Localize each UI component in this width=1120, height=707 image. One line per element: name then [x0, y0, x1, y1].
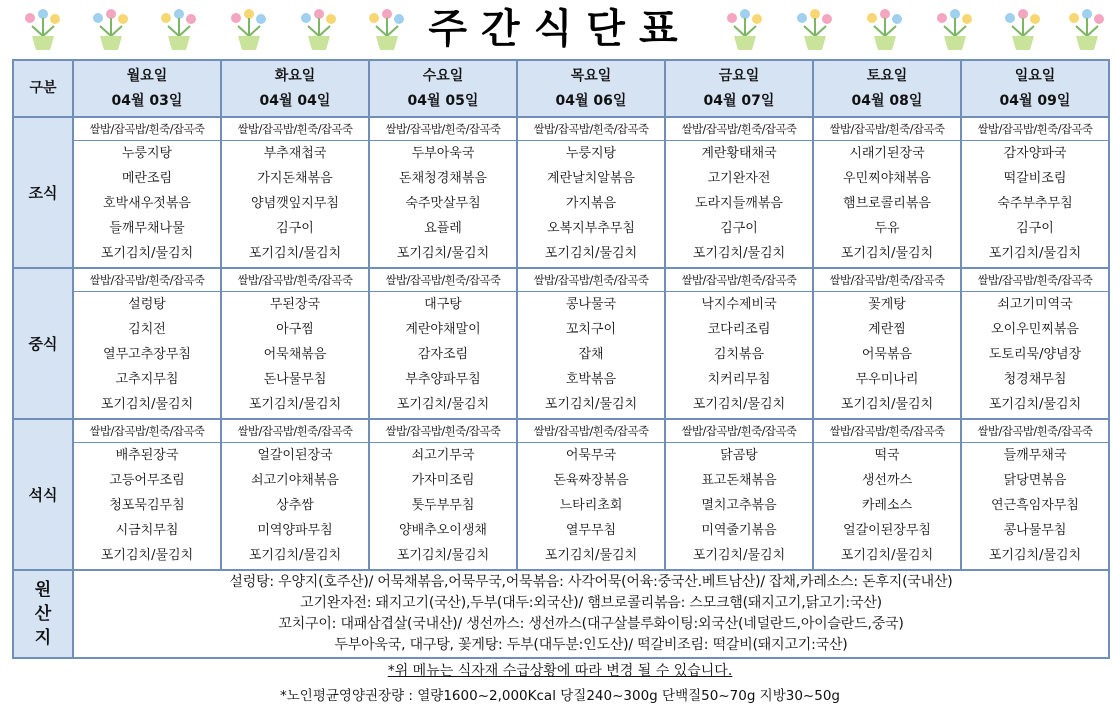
day-date: 04월 03일: [111, 92, 183, 109]
menu-item: 포기김치/물김치: [840, 397, 934, 412]
origin-line: 꼬치구이: 대패삼겹살(국내산)/ 생선까스: 생선까스(대구살블루화이팅:외국산(네덜란드,아이슬란드,중국): [278, 616, 904, 632]
menu-item: 포기김치/물김치: [100, 246, 194, 261]
menu-item: 오복지부추무침: [547, 221, 635, 236]
menu-cell: [961, 268, 1109, 419]
flower-pot-icon: [792, 6, 838, 54]
menu-item: 숙주부추무침: [997, 196, 1073, 211]
day-header: [369, 60, 517, 117]
menu-item: 청포묵김무침: [109, 498, 185, 513]
menu-cell: [961, 117, 1109, 268]
menu-cell: [813, 268, 961, 419]
menu-item: 꽃게탕: [868, 297, 906, 312]
menu-item: 설렁탕: [128, 297, 166, 312]
menu-cell: [73, 268, 221, 419]
change-notice: *위 메뉴는 식자재 수급상황에 따라 변경 될 수 있습니다.: [387, 663, 733, 679]
menu-item: 감자양파국: [1003, 146, 1067, 161]
origin-label-char: 지: [34, 628, 52, 648]
menu-item: 요플레: [424, 221, 462, 236]
menu-item: 열무무침: [565, 523, 617, 538]
staple-options: 쌀밥/잡곡밥/흰죽/잡곡죽: [666, 269, 812, 292]
menu-item: 계란야채말이: [405, 322, 481, 337]
menu-item: 도라지들깨볶음: [695, 196, 783, 211]
flower-pot-icon: [156, 6, 202, 54]
menu-item: 들깨무채국: [1003, 448, 1067, 463]
staple-options: 쌀밥/잡곡밥/흰죽/잡곡죽: [814, 118, 960, 141]
menu-item: 계란날치알볶음: [547, 171, 635, 186]
menu-item: 시래기된장국: [849, 146, 925, 161]
origin-line: 설렁탕: 우양지(호주산)/ 어묵채볶음,어묵무국,어묵볶음: 사각어묵(어육:중국산.베트남산)/ 잡채,카레소스: 돈후지(국내산): [229, 574, 953, 590]
day-name: 화요일: [274, 67, 316, 84]
menu-item: 열무고추장무침: [103, 347, 191, 362]
menu-item: 감자조림: [417, 347, 469, 362]
menu-cell: [813, 419, 961, 570]
day-header: [665, 60, 813, 117]
menu-item: 누룽지탕: [121, 146, 173, 161]
staple-options: 쌀밥/잡곡밥/흰죽/잡곡죽: [222, 420, 368, 443]
menu-item: 포기김치/물김치: [544, 397, 638, 412]
menu-item: 포기김치/물김치: [692, 548, 786, 563]
page-title: 주간식단표: [428, 6, 692, 52]
staple-options: 쌀밥/잡곡밥/흰죽/잡곡죽: [814, 269, 960, 292]
menu-cell: [369, 419, 517, 570]
meal-label: 중식: [13, 268, 73, 419]
menu-item: 배추된장국: [115, 448, 179, 463]
menu-item: 포기김치/물김치: [248, 548, 342, 563]
menu-item: 양념깻잎지무침: [251, 196, 339, 211]
day-date: 04월 07일: [703, 92, 775, 109]
menu-cell: [73, 419, 221, 570]
staple-options: 쌀밥/잡곡밥/흰죽/잡곡죽: [666, 118, 812, 141]
menu-item: 가자미조림: [411, 473, 475, 488]
flower-pot-icon: [20, 6, 66, 54]
staple-options: 쌀밥/잡곡밥/흰죽/잡곡죽: [370, 118, 516, 141]
menu-item: 어묵무국: [565, 448, 617, 463]
menu-cell: [665, 117, 813, 268]
flower-pot-icon: [226, 6, 272, 54]
menu-item: 돈육짜장볶음: [553, 473, 629, 488]
menu-item: 얼갈이된장국: [257, 448, 333, 463]
day-name: 일요일: [1014, 67, 1056, 84]
menu-item: 포기김치/물김치: [100, 548, 194, 563]
staple-options: 쌀밥/잡곡밥/흰죽/잡곡죽: [962, 118, 1108, 141]
staple-options: 쌀밥/잡곡밥/흰죽/잡곡죽: [222, 118, 368, 141]
menu-cell: [517, 117, 665, 268]
origin-label-char: 원: [34, 580, 52, 600]
day-name: 금요일: [718, 67, 760, 84]
menu-item: 느타리초회: [559, 498, 623, 513]
menu-cell: [73, 117, 221, 268]
menu-item: 쇠고기미역국: [997, 297, 1073, 312]
weekly-menu-table: [12, 59, 1110, 659]
menu-item: 포기김치/물김치: [544, 548, 638, 563]
menu-cell: [369, 117, 517, 268]
menu-item: 떡갈비조림: [1003, 171, 1067, 186]
menu-item: 고추지무침: [115, 372, 179, 387]
menu-item: 계란찜: [868, 322, 906, 337]
menu-item: 두부아욱국: [411, 146, 475, 161]
day-header: [221, 60, 369, 117]
menu-item: 미역양파무침: [257, 523, 333, 538]
menu-item: 콩나물무침: [1003, 523, 1067, 538]
menu-item: 도토리묵/양념장: [988, 347, 1082, 362]
menu-item: 청경채무침: [1003, 372, 1067, 387]
menu-item: 포기김치/물김치: [396, 246, 490, 261]
menu-cell: [813, 117, 961, 268]
staple-options: 쌀밥/잡곡밥/흰죽/잡곡죽: [518, 118, 664, 141]
menu-item: 포기김치/물김치: [840, 246, 934, 261]
menu-item: 부추재첩국: [263, 146, 327, 161]
menu-item: 꼬치구이: [565, 322, 617, 337]
day-header: [813, 60, 961, 117]
menu-item: 돈채청경채볶음: [399, 171, 487, 186]
staple-options: 쌀밥/잡곡밥/흰죽/잡곡죽: [370, 420, 516, 443]
menu-item: 멸치고추볶음: [701, 498, 777, 513]
menu-item: 낙지수제비국: [701, 297, 777, 312]
menu-item: 닭당면볶음: [1003, 473, 1067, 488]
staple-options: 쌀밥/잡곡밥/흰죽/잡곡죽: [518, 269, 664, 292]
menu-item: 포기김치/물김치: [100, 397, 194, 412]
flower-pot-icon: [932, 6, 978, 54]
menu-item: 김구이: [720, 221, 758, 236]
menu-item: 돈나물무침: [263, 372, 327, 387]
menu-item: 치커리무침: [707, 372, 771, 387]
day-header: [961, 60, 1109, 117]
menu-cell: [665, 419, 813, 570]
menu-item: 아구찜: [276, 322, 314, 337]
flower-pot-icon: [296, 6, 342, 54]
staple-options: 쌀밥/잡곡밥/흰죽/잡곡죽: [370, 269, 516, 292]
flower-pot-icon: [722, 6, 768, 54]
menu-item: 표고돈채볶음: [701, 473, 777, 488]
menu-item: 계란황태채국: [701, 146, 777, 161]
flower-pot-icon: [862, 6, 908, 54]
staple-options: 쌀밥/잡곡밥/흰죽/잡곡죽: [814, 420, 960, 443]
day-name: 월요일: [126, 67, 168, 84]
origin-row: [13, 570, 1109, 658]
menu-item: 무우미나리: [855, 372, 919, 387]
menu-cell: [665, 268, 813, 419]
menu-item: 들깨무채나물: [109, 221, 185, 236]
menu-item: 호박새우젓볶음: [103, 196, 191, 211]
menu-item: 어묵볶음: [861, 347, 913, 362]
menu-item: 톳두부무침: [411, 498, 475, 513]
menu-item: 대구탕: [424, 297, 462, 312]
flower-pot-icon: [88, 6, 134, 54]
menu-item: 두유: [874, 221, 900, 236]
menu-item: 햄브로콜리볶음: [843, 196, 931, 211]
menu-item: 포기김치/물김치: [248, 246, 342, 261]
day-name: 토요일: [866, 67, 908, 84]
staple-options: 쌀밥/잡곡밥/흰죽/잡곡죽: [74, 269, 220, 292]
day-name: 목요일: [570, 67, 612, 84]
staple-options: 쌀밥/잡곡밥/흰죽/잡곡죽: [962, 269, 1108, 292]
meal-row: [13, 268, 1109, 419]
day-date: 04월 04일: [259, 92, 331, 109]
menu-cell: [517, 268, 665, 419]
staple-options: 쌀밥/잡곡밥/흰죽/잡곡죽: [666, 420, 812, 443]
page-header: [0, 0, 1120, 58]
menu-item: 부추양파무침: [405, 372, 481, 387]
menu-cell: [221, 268, 369, 419]
menu-item: 포기김치/물김치: [692, 246, 786, 261]
menu-item: 포기김치/물김치: [692, 397, 786, 412]
menu-item: 포기김치/물김치: [248, 397, 342, 412]
menu-item: 고등어무조림: [109, 473, 185, 488]
origin-info: [73, 570, 1109, 658]
menu-item: 김치전: [128, 322, 166, 337]
meal-label: 석식: [13, 419, 73, 570]
menu-item: 쇠고기무국: [411, 448, 475, 463]
corner-label: 구분: [13, 60, 73, 117]
meal-label: 조식: [13, 117, 73, 268]
menu-cell: [369, 268, 517, 419]
day-header: [517, 60, 665, 117]
menu-item: 고기완자전: [707, 171, 771, 186]
menu-item: 콩나물국: [565, 297, 617, 312]
menu-item: 포기김치/물김치: [988, 397, 1082, 412]
menu-item: 연근흑임자무침: [991, 498, 1079, 513]
menu-item: 숙주맛살무침: [405, 196, 481, 211]
menu-cell: [517, 419, 665, 570]
menu-item: 포기김치/물김치: [396, 397, 490, 412]
nutrition-guideline: *노인평균영양권장량 : 열량1600~2,000Kcal 당질240~300g 단백질50~70g 지방30~50g: [280, 688, 840, 704]
menu-item: 김치볶음: [713, 347, 765, 362]
meal-row: [13, 117, 1109, 268]
menu-item: 미역줄기볶음: [701, 523, 777, 538]
menu-item: 카레소스: [861, 498, 913, 513]
origin-label: [13, 570, 73, 658]
menu-item: 잡채: [578, 347, 604, 362]
menu-item: 포기김치/물김치: [988, 548, 1082, 563]
day-date: 04월 06일: [555, 92, 627, 109]
menu-cell: [221, 419, 369, 570]
day-name: 수요일: [422, 67, 464, 84]
flower-pot-icon: [1000, 6, 1046, 54]
menu-item: 김구이: [1016, 221, 1054, 236]
menu-cell: [961, 419, 1109, 570]
menu-item: 코다리조림: [707, 322, 771, 337]
origin-label-char: 산: [34, 604, 52, 624]
menu-item: 김구이: [276, 221, 314, 236]
menu-item: 포기김치/물김치: [544, 246, 638, 261]
menu-item: 포기김치/물김치: [396, 548, 490, 563]
staple-options: 쌀밥/잡곡밥/흰죽/잡곡죽: [74, 118, 220, 141]
menu-item: 쇠고기야채볶음: [251, 473, 339, 488]
day-header-row: [13, 60, 1109, 117]
menu-item: 상추쌈: [276, 498, 314, 513]
staple-options: 쌀밥/잡곡밥/흰죽/잡곡죽: [74, 420, 220, 443]
menu-item: 시금치무침: [115, 523, 179, 538]
flower-pot-icon: [1064, 6, 1110, 54]
menu-item: 무된장국: [269, 297, 321, 312]
staple-options: 쌀밥/잡곡밥/흰죽/잡곡죽: [222, 269, 368, 292]
meal-row: [13, 419, 1109, 570]
menu-item: 오이우민찌볶음: [991, 322, 1079, 337]
day-date: 04월 05일: [407, 92, 479, 109]
day-header: [73, 60, 221, 117]
day-date: 04월 08일: [851, 92, 923, 109]
menu-item: 어묵채볶음: [263, 347, 327, 362]
menu-item: 가지돈채볶음: [257, 171, 333, 186]
staple-options: 쌀밥/잡곡밥/흰죽/잡곡죽: [518, 420, 664, 443]
menu-item: 호박볶음: [565, 372, 617, 387]
menu-item: 양배추오이생채: [399, 523, 487, 538]
menu-item: 우민찌야채볶음: [843, 171, 931, 186]
menu-item: 얼갈이된장무침: [843, 523, 931, 538]
menu-item: 가지볶음: [565, 196, 617, 211]
menu-item: 포기김치/물김치: [988, 246, 1082, 261]
menu-item: 포기김치/물김치: [840, 548, 934, 563]
menu-item: 메란조림: [121, 171, 173, 186]
menu-item: 누룽지탕: [565, 146, 617, 161]
menu-item: 떡국: [874, 448, 900, 463]
origin-line: 두부아욱국, 대구탕, 꽃게탕: 두부(대두분:인도산)/ 떡갈비조림: 떡갈비(돼지고기:국산): [334, 637, 848, 653]
menu-item: 생선까스: [861, 473, 913, 488]
staple-options: 쌀밥/잡곡밥/흰죽/잡곡죽: [962, 420, 1108, 443]
menu-cell: [221, 117, 369, 268]
day-date: 04월 09일: [999, 92, 1071, 109]
origin-line: 고기완자전: 돼지고기(국산),두부(대두:외국산)/ 햄브로콜리볶음: 스모크햄(돼지고기,닭고기:국산): [300, 595, 882, 611]
menu-item: 닭곰탕: [720, 448, 758, 463]
